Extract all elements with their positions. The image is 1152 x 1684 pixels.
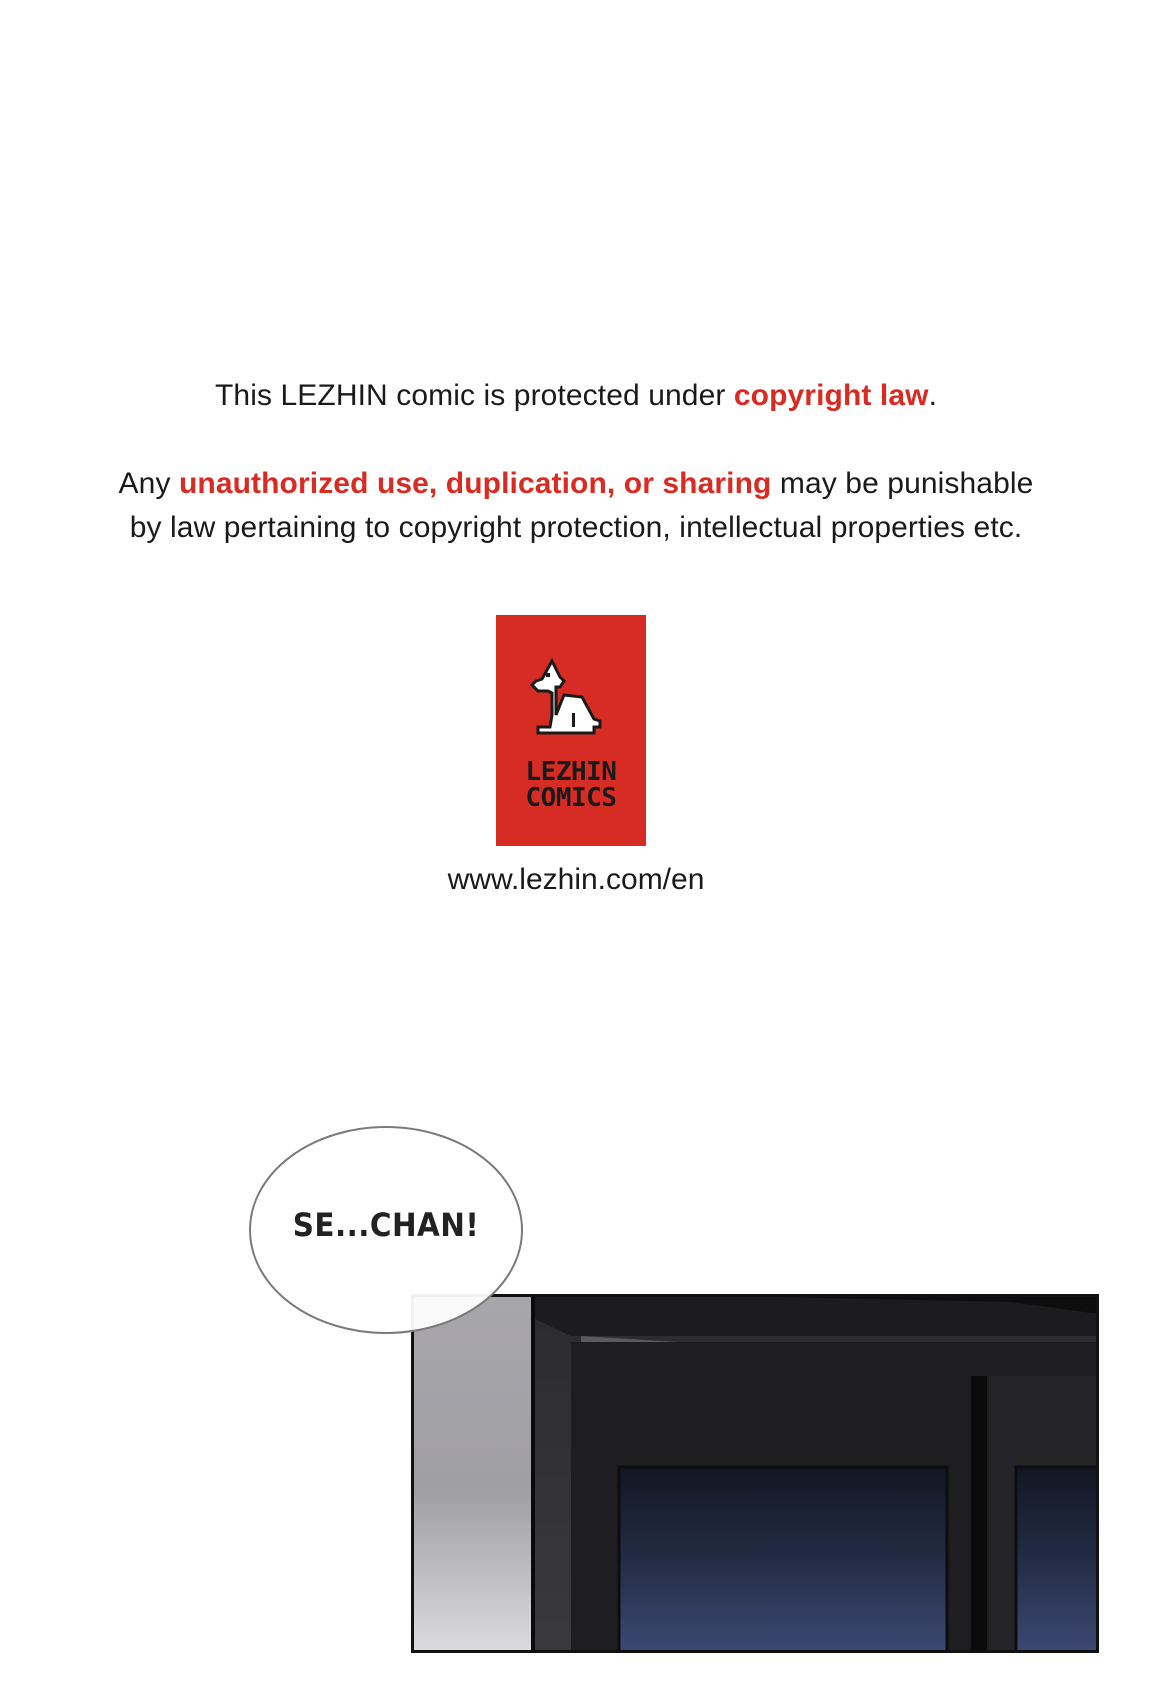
usage-warning-line (0, 462, 1152, 506)
lezhin-comics-logo (496, 615, 646, 846)
logo-wordmark (496, 759, 646, 811)
usage-warning-line-2: by law pertaining to copyright protection, intellectual properties etc. (129, 511, 1023, 544)
speech-text: SE...CHAN! (292, 1206, 480, 1244)
notice-text: Any (118, 467, 179, 500)
unauthorized-use-highlight: unauthorized use, duplication, or sharing (178, 467, 772, 500)
comic-panel-image (411, 1294, 1099, 1653)
website-url: www.lezhin.com/en (447, 863, 705, 896)
usage-warning-paragraph (0, 462, 1152, 550)
notice-text: may be punishable (771, 467, 1034, 500)
notice-text: This LEZHIN comic is protected under (215, 379, 734, 412)
copyright-notice-line (0, 374, 1152, 418)
sitting-dog-icon (530, 657, 612, 741)
notice-period: . (928, 379, 937, 412)
logo-line-2: COMICS (525, 783, 617, 813)
copyright-law-highlight: copyright law (733, 379, 929, 412)
logo-line-1: LEZHIN (525, 757, 617, 787)
